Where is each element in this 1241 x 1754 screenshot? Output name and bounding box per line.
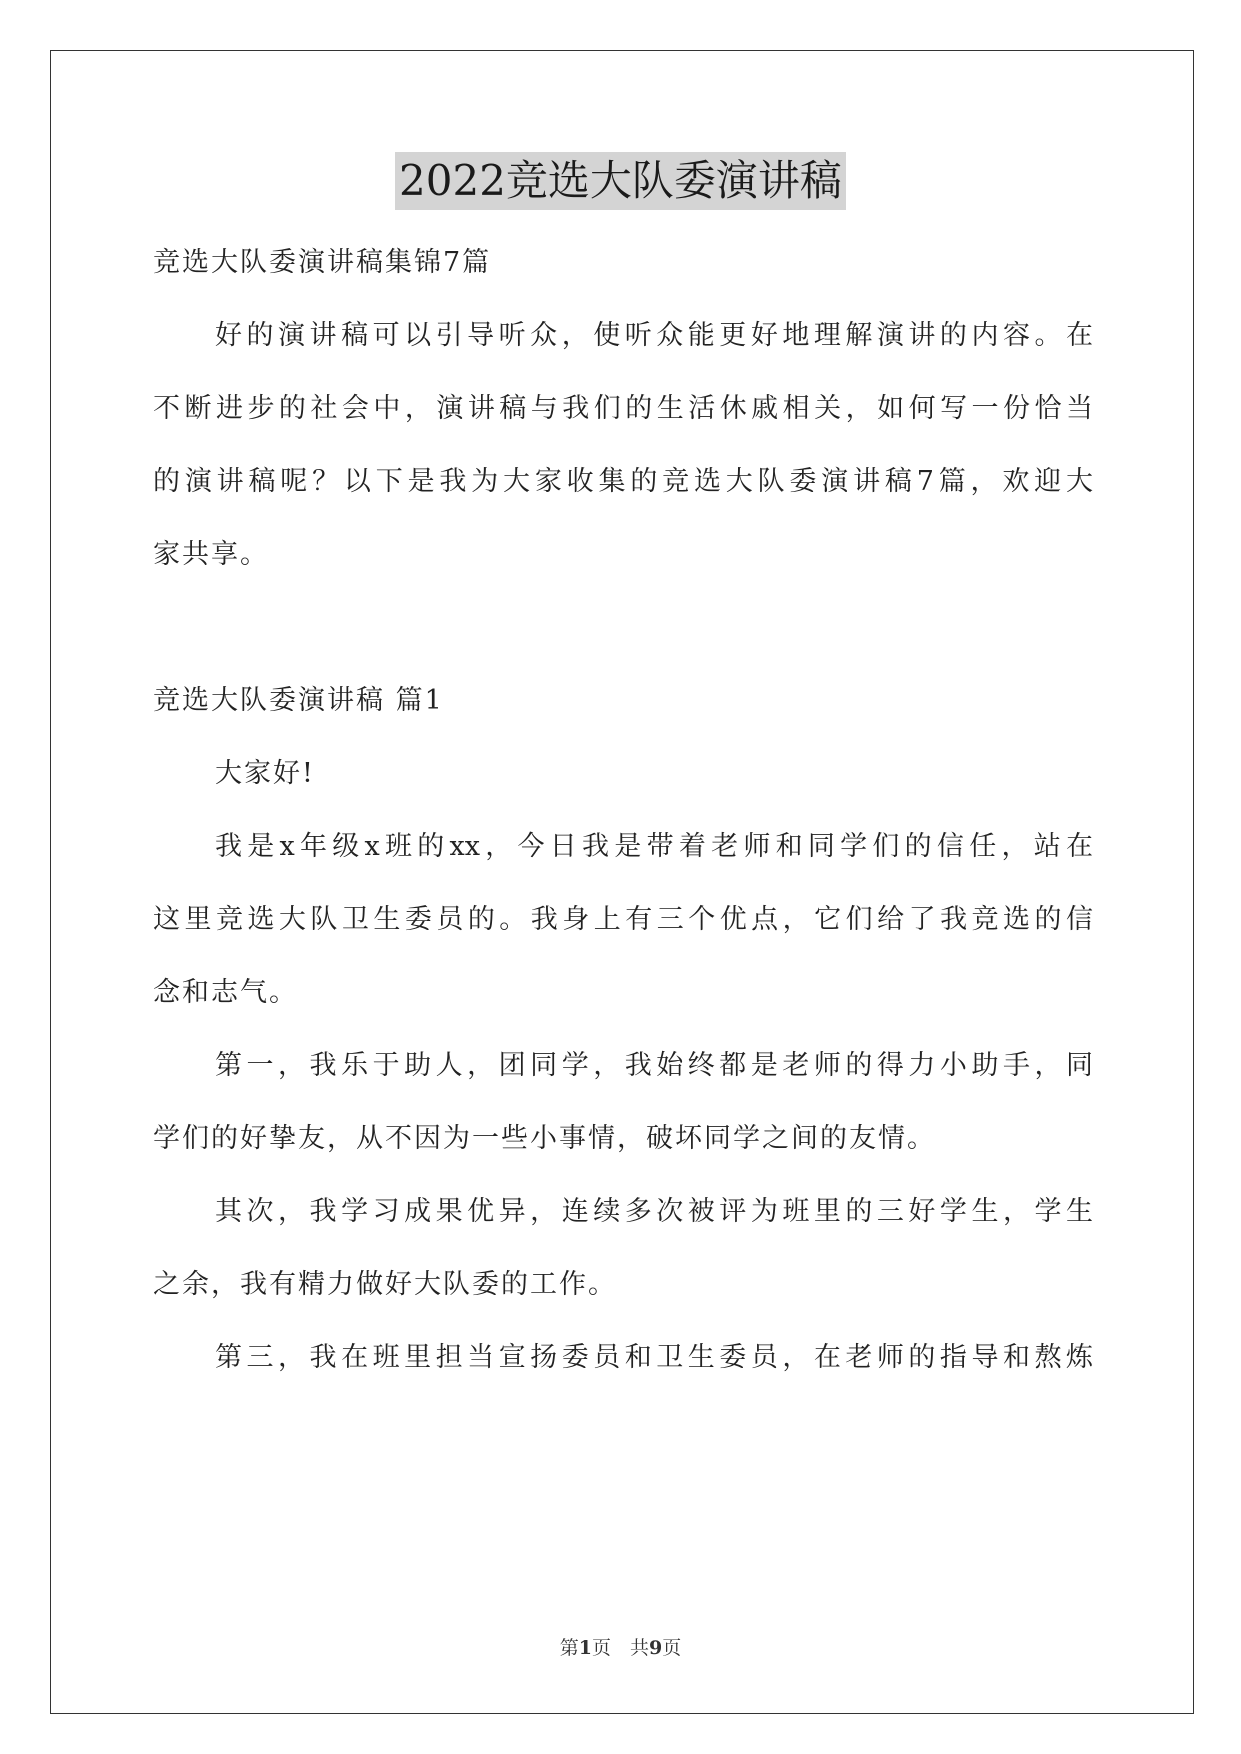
title-container xyxy=(0,152,1241,210)
page-border xyxy=(50,50,1194,1714)
footer-prefix: 第 xyxy=(559,1637,579,1659)
paragraph-line: 这里竞选大队卫生委员的。我身上有三个优点，它们给了我竞选的信 xyxy=(153,904,1093,935)
paragraph-line: 念和志气。 xyxy=(153,977,298,1008)
document-subtitle: 竞选大队委演讲稿集锦7篇 xyxy=(153,247,492,278)
footer-middle: 页 共 xyxy=(591,1637,649,1659)
paragraph-line: 我是x年级x班的xx，今日我是带着老师和同学们的信任，站在 xyxy=(215,831,1093,862)
footer-suffix: 页 xyxy=(662,1637,682,1659)
page-footer xyxy=(0,1633,1241,1660)
paragraph-line: 其次，我学习成果优异，连续多次被评为班里的三好学生，学生 xyxy=(215,1196,1093,1227)
document-title: 2022竞选大队委演讲稿 xyxy=(395,152,846,210)
paragraph-line: 第一，我乐于助人，团同学，我始终都是老师的得力小助手，同 xyxy=(215,1050,1093,1081)
paragraph-line: 学们的好挚友，从不因为一些小事情，破坏同学之间的友情。 xyxy=(153,1123,936,1154)
total-page-number: 9 xyxy=(649,1637,663,1659)
intro-line: 家共享。 xyxy=(153,539,269,570)
current-page-number: 1 xyxy=(578,1637,592,1659)
paragraph-line: 第三，我在班里担当宣扬委员和卫生委员，在老师的指导和熬炼 xyxy=(215,1342,1093,1373)
intro-line: 不断进步的社会中，演讲稿与我们的生活休戚相关，如何写一份恰当 xyxy=(153,393,1093,424)
intro-line: 的演讲稿呢？以下是我为大家收集的竞选大队委演讲稿7篇，欢迎大 xyxy=(153,466,1093,497)
greeting: 大家好! xyxy=(215,758,315,789)
section-heading: 竞选大队委演讲稿 篇1 xyxy=(153,685,444,716)
intro-line: 好的演讲稿可以引导听众，使听众能更好地理解演讲的内容。在 xyxy=(215,320,1093,351)
paragraph-line: 之余，我有精力做好大队委的工作。 xyxy=(153,1269,617,1300)
